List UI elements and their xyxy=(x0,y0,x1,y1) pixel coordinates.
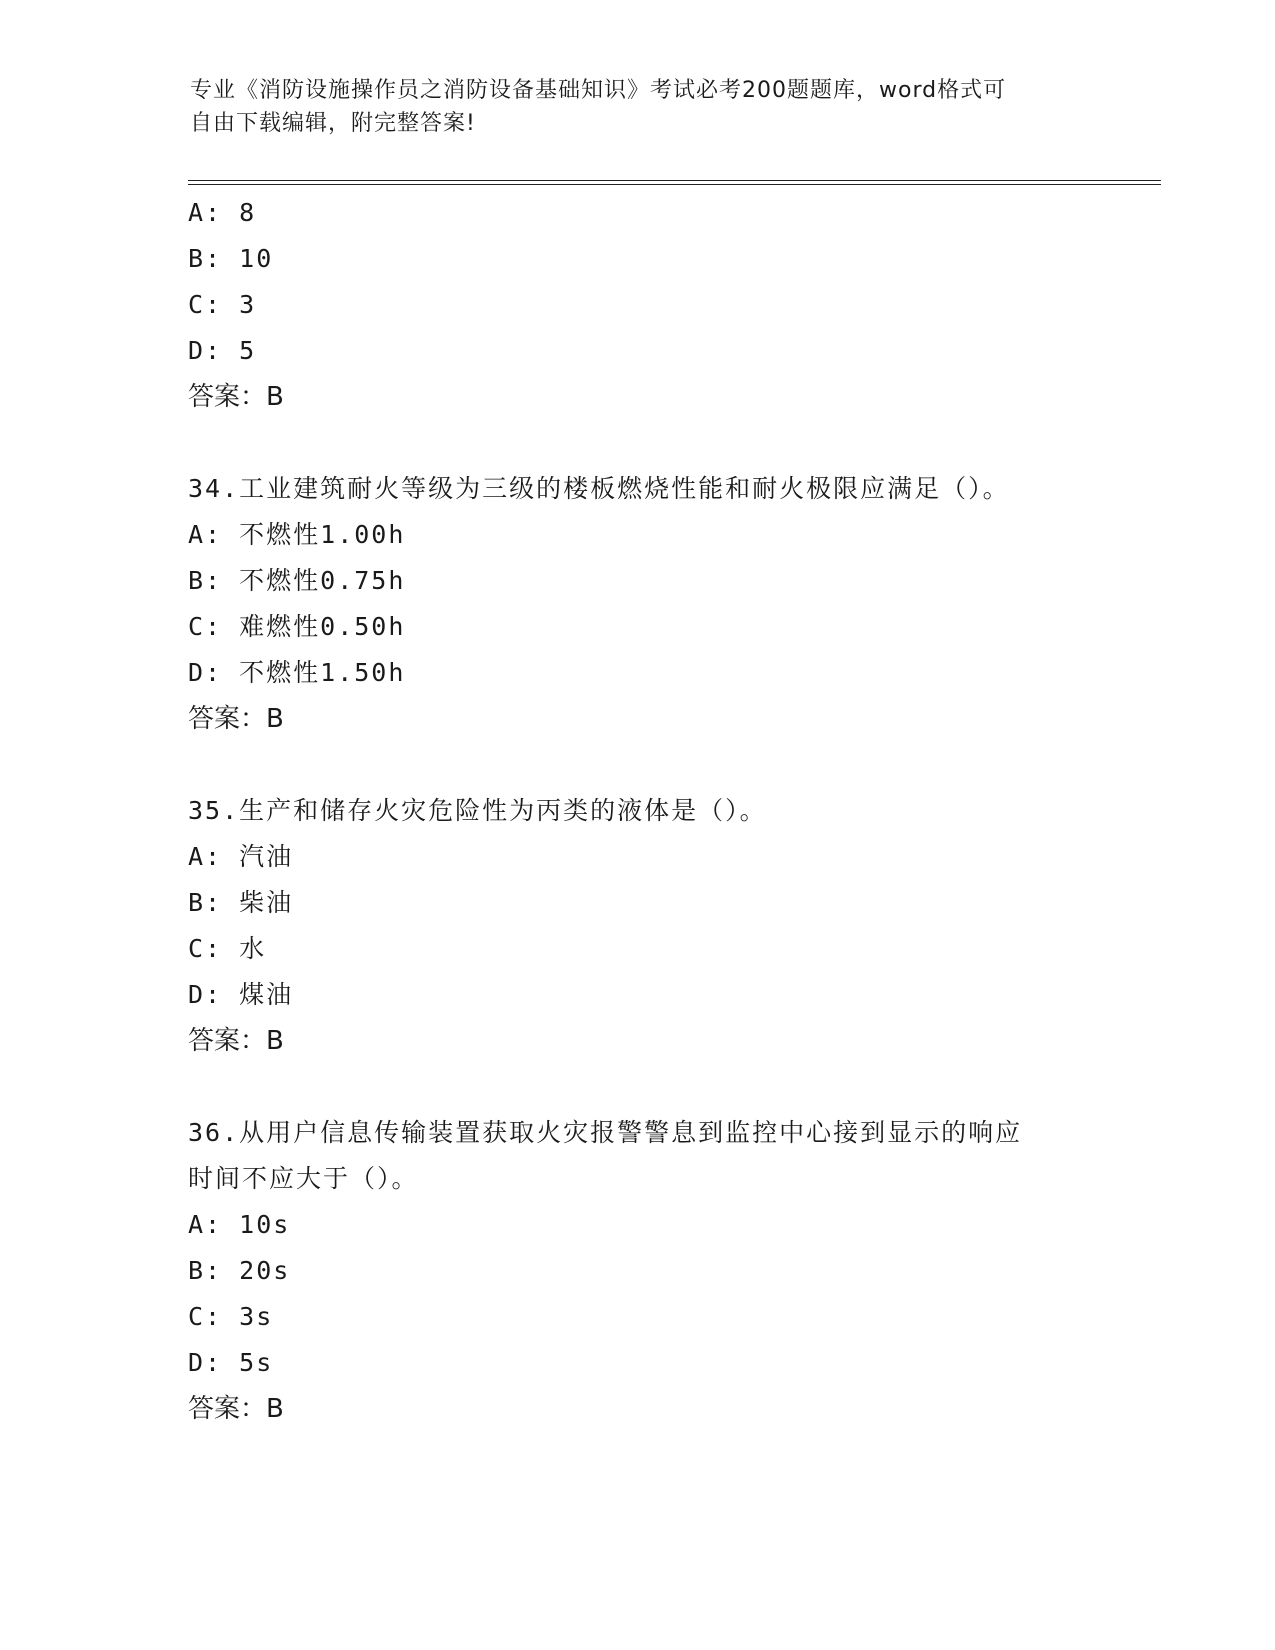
option-b: B: 不燃性0.75h xyxy=(188,566,406,595)
option-a: A: 10s xyxy=(188,1210,291,1239)
option-b: B: 柴油 xyxy=(188,888,294,917)
option-a: A: 不燃性1.00h xyxy=(188,520,406,549)
answer-line: 答案：B xyxy=(188,704,284,734)
option-c: C: 水 xyxy=(188,934,267,963)
option-a: A: 8 xyxy=(188,198,257,227)
answer-line: 答案：B xyxy=(188,1394,284,1424)
answer-line: 答案：B xyxy=(188,382,284,412)
question-33-continued xyxy=(188,190,1148,420)
document-header xyxy=(190,74,1090,140)
option-a: A: 汽油 xyxy=(188,842,294,871)
question-36 xyxy=(188,1110,1148,1432)
header-line-2: 自由下载编辑，附完整答案! xyxy=(190,111,476,136)
answer-line: 答案：B xyxy=(188,1026,284,1056)
header-divider-bottom xyxy=(188,184,1161,185)
question-text-line-1: 36.从用户信息传输装置获取火灾报警警息到监控中心接到显示的响应 xyxy=(188,1118,1023,1147)
option-b: B: 10 xyxy=(188,244,274,273)
question-list xyxy=(188,190,1148,1432)
option-c: C: 3s xyxy=(188,1302,274,1331)
option-c: C: 难燃性0.50h xyxy=(188,612,406,641)
header-line-1: 专业《消防设施操作员之消防设备基础知识》考试必考200题题库，word格式可 xyxy=(190,78,1007,103)
option-d: D: 不燃性1.50h xyxy=(188,658,406,687)
option-d: D: 5s xyxy=(188,1348,274,1377)
option-d: D: 煤油 xyxy=(188,980,294,1009)
question-text-line-2: 时间不应大于（）。 xyxy=(188,1164,419,1193)
question-34 xyxy=(188,466,1148,742)
question-text: 35.生产和储存火灾危险性为丙类的液体是（）。 xyxy=(188,796,767,825)
option-d: D: 5 xyxy=(188,336,257,365)
option-c: C: 3 xyxy=(188,290,257,319)
question-35 xyxy=(188,788,1148,1064)
question-text: 34.工业建筑耐火等级为三级的楼板燃烧性能和耐火极限应满足（）。 xyxy=(188,474,1010,503)
header-divider-top xyxy=(188,180,1161,181)
option-b: B: 20s xyxy=(188,1256,291,1285)
